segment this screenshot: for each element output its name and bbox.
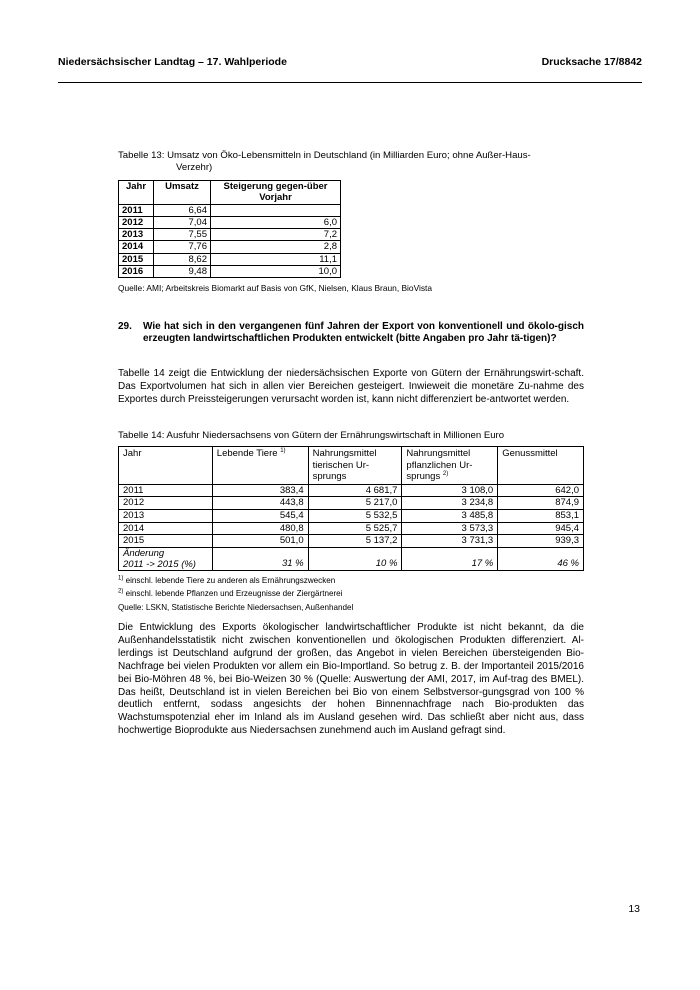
table14-cell-plant: 3 108,0 (402, 484, 498, 497)
table14-change-label-line1: Änderung (123, 547, 165, 559)
question-number: 29. (118, 321, 132, 332)
table14-cell-year: 2014 (119, 522, 213, 535)
table14-cell-luxury: 939,3 (498, 535, 584, 548)
table14-cell-luxury: 642,0 (498, 484, 584, 497)
table13-cell-sales: 6,64 (154, 204, 211, 216)
table14-cell-plant: 3 234,8 (402, 497, 498, 510)
table13-header-year: Jahr (119, 181, 154, 205)
footnote-ref: 1) (280, 447, 286, 454)
table13-cell-increase: 11,1 (211, 253, 341, 265)
table14-header-live-label: Lebende Tiere (216, 448, 278, 459)
header-title: Niedersächsischer Landtag – 17. Wahlperiode (58, 56, 287, 68)
table14-cell-luxury: 945,4 (498, 522, 584, 535)
table13-cell-sales: 8,62 (154, 253, 211, 265)
table14-change-plant: 17 % (402, 547, 498, 570)
footnote-mark: 1) (118, 575, 124, 582)
table13-cell-sales: 9,48 (154, 266, 211, 278)
footnote-text: einschl. lebende Tiere zu anderen als Ernährungszwecken (125, 576, 336, 585)
table14-header-year-label: Jahr (123, 448, 142, 459)
table-row (119, 509, 584, 522)
table14-header-luxury-label: Genussmittel (502, 448, 558, 459)
table14-cell-plant: 3 731,3 (402, 535, 498, 548)
table14-cell-animal: 5 137,2 (308, 535, 402, 548)
table13-cell-increase: 2,8 (211, 241, 341, 253)
table14-cell-year: 2015 (119, 535, 213, 548)
table13 (118, 180, 341, 278)
table-row (119, 497, 584, 510)
table14-cell-animal: 5 217,0 (308, 497, 402, 510)
table13-cell-year: 2016 (119, 266, 154, 278)
page-number: 13 (628, 903, 640, 915)
table14-change-live: 31 % (212, 547, 308, 570)
table-row (119, 241, 341, 253)
table14-source: Quelle: LSKN, Statistische Berichte Niedersachsen, Außenhandel (118, 603, 354, 612)
table13-header-increase: Steigerung gegen-über Vorjahr (211, 181, 341, 205)
answer-paragraph-1: Tabelle 14 zeigt die Entwicklung der niedersächsischen Exporte von Gütern der Ernährungswirt-schaft. Das Exportvolumen hat sich in allen vier Bereichen gesteigert. Inwieweit die monetäre Zu-nahme des Exportes durch Preissteigerungen verursacht worden ist, kann nicht differenziert be-antwortet werden. (118, 368, 584, 405)
table14-cell-animal: 4 681,7 (308, 484, 402, 497)
table13-cell-increase (211, 204, 341, 216)
table-row (119, 535, 584, 548)
header-divider (58, 82, 642, 83)
table-row (119, 216, 341, 228)
table14-header-animal-food (308, 447, 402, 485)
table14-header-plant-food (402, 447, 498, 485)
answer-paragraph-2: Die Entwicklung des Exports ökologischer landwirtschaftlicher Produkte ist nicht bekannt, da die Außenhandelsstatistik nicht zwischen konventionellen und ökologischen Produkten differenziert. Al-lerdings ist Deutschland aufgrund der großen, das Angebot in vielen Bereichen übersteigenden Bio-Nachfrage bei vielen Produkten vor allem ein Bio-Importland. So betrug z. B. der Importanteil 2015/2016 bei Bio-Möhren 48 %, bei Bio-Weizen 30 % (Quelle: Auswertung der AMI, 2017, im Auf-trag des BMEL). Das heißt, Deutschland ist in vielen Bereichen bei Bio von einem Selbstversor-gungsgrad von 100 % deutlich entfernt, sodass angesichts der hohen Binnennachfrage nach Bio-produkten das Wachstumspotenzial eher im Inland als im Ausland gesehen wird. Das schließt aber nicht aus, dass hochwertige Bioprodukte aus Niedersachsen zunehmend auch im Ausland gefragt sind. (118, 622, 584, 737)
table14-change-label-line2: 2011 -> 2015 (%) (123, 558, 196, 570)
table14-caption: Tabelle 14: Ausfuhr Niedersachsens von Gütern der Ernährungswirtschaft in Millionen Euro (118, 430, 505, 441)
table14-cell-year: 2012 (119, 497, 213, 510)
footnote-mark: 2) (118, 588, 124, 595)
table14-cell-year: 2013 (119, 509, 213, 522)
table-row (119, 253, 341, 265)
table13-caption-line2: Verzehr) (176, 162, 213, 174)
table14-cell-plant: 3 485,8 (402, 509, 498, 522)
header-document-number: Drucksache 17/8842 (541, 56, 642, 68)
table14-cell-year: 2011 (119, 484, 213, 497)
table14-cell-live: 443,8 (212, 497, 308, 510)
table14-header-year (119, 447, 213, 485)
table14-cell-luxury: 874,9 (498, 497, 584, 510)
table14-change-luxury: 46 % (498, 547, 584, 570)
table13-caption (118, 150, 584, 175)
table13-source: Quelle: AMI; Arbeitskreis Biomarkt auf Basis von GfK, Nielsen, Klaus Braun, BioVista (118, 283, 433, 293)
footnote-text: einschl. lebende Pflanzen und Erzeugnisse der Ziergärtnerei (125, 589, 343, 598)
table-row (119, 522, 584, 535)
table13-cell-sales: 7,04 (154, 216, 211, 228)
table14-cell-live: 480,8 (212, 522, 308, 535)
table-row (119, 484, 584, 497)
table14-cell-live: 501,0 (212, 535, 308, 548)
table14-cell-live: 545,4 (212, 509, 308, 522)
table14-cell-animal: 5 525,7 (308, 522, 402, 535)
table-row (119, 204, 341, 216)
question-29 (118, 321, 584, 345)
table14-cell-plant: 3 573,3 (402, 522, 498, 535)
table13-cell-year: 2013 (119, 229, 154, 241)
table14-header-plant-label: Nahrungsmittel pflanzlichen Ur-sprungs (406, 448, 473, 483)
table14-footnote-2 (118, 589, 342, 598)
table14-change-animal: 10 % (308, 547, 402, 570)
table14-cell-animal: 5 532,5 (308, 509, 402, 522)
table13-cell-sales: 7,55 (154, 229, 211, 241)
table14-header-luxury-food (498, 447, 584, 485)
table14-change-label (119, 547, 213, 570)
table13-caption-line1: Tabelle 13: Umsatz von Öko-Lebensmitteln in Deutschland (in Milliarden Euro; ohne Außer-Haus- (118, 150, 531, 161)
table14-header-live-animals (212, 447, 308, 485)
table13-cell-year: 2014 (119, 241, 154, 253)
table14-header-row (119, 447, 584, 485)
table14-cell-live: 383,4 (212, 484, 308, 497)
table13-header-row (119, 181, 341, 205)
footnote-ref: 2) (442, 471, 449, 478)
question-text: Wie hat sich in den vergangenen fünf Jahren der Export von konventionell und ökolo-gisch erzeugten landwirtschaftlichen Produkten entwickelt (bitte Angaben pro Jahr tä-tigen)? (143, 321, 584, 345)
table13-cell-increase: 7,2 (211, 229, 341, 241)
table13-cell-sales: 7,76 (154, 241, 211, 253)
table13-cell-increase: 6,0 (211, 216, 341, 228)
table14-change-row (119, 547, 584, 570)
table-row (119, 229, 341, 241)
table13-cell-year: 2015 (119, 253, 154, 265)
table13-cell-year: 2012 (119, 216, 154, 228)
table14 (118, 446, 584, 571)
table14-footnote-1 (118, 576, 335, 585)
table13-cell-increase: 10,0 (211, 266, 341, 278)
table13-cell-year: 2011 (119, 204, 154, 216)
table14-cell-luxury: 853,1 (498, 509, 584, 522)
table-row (119, 266, 341, 278)
table13-header-sales: Umsatz (154, 181, 211, 205)
table14-header-animal-label: Nahrungsmittel tierischen Ur-sprungs (312, 448, 377, 483)
